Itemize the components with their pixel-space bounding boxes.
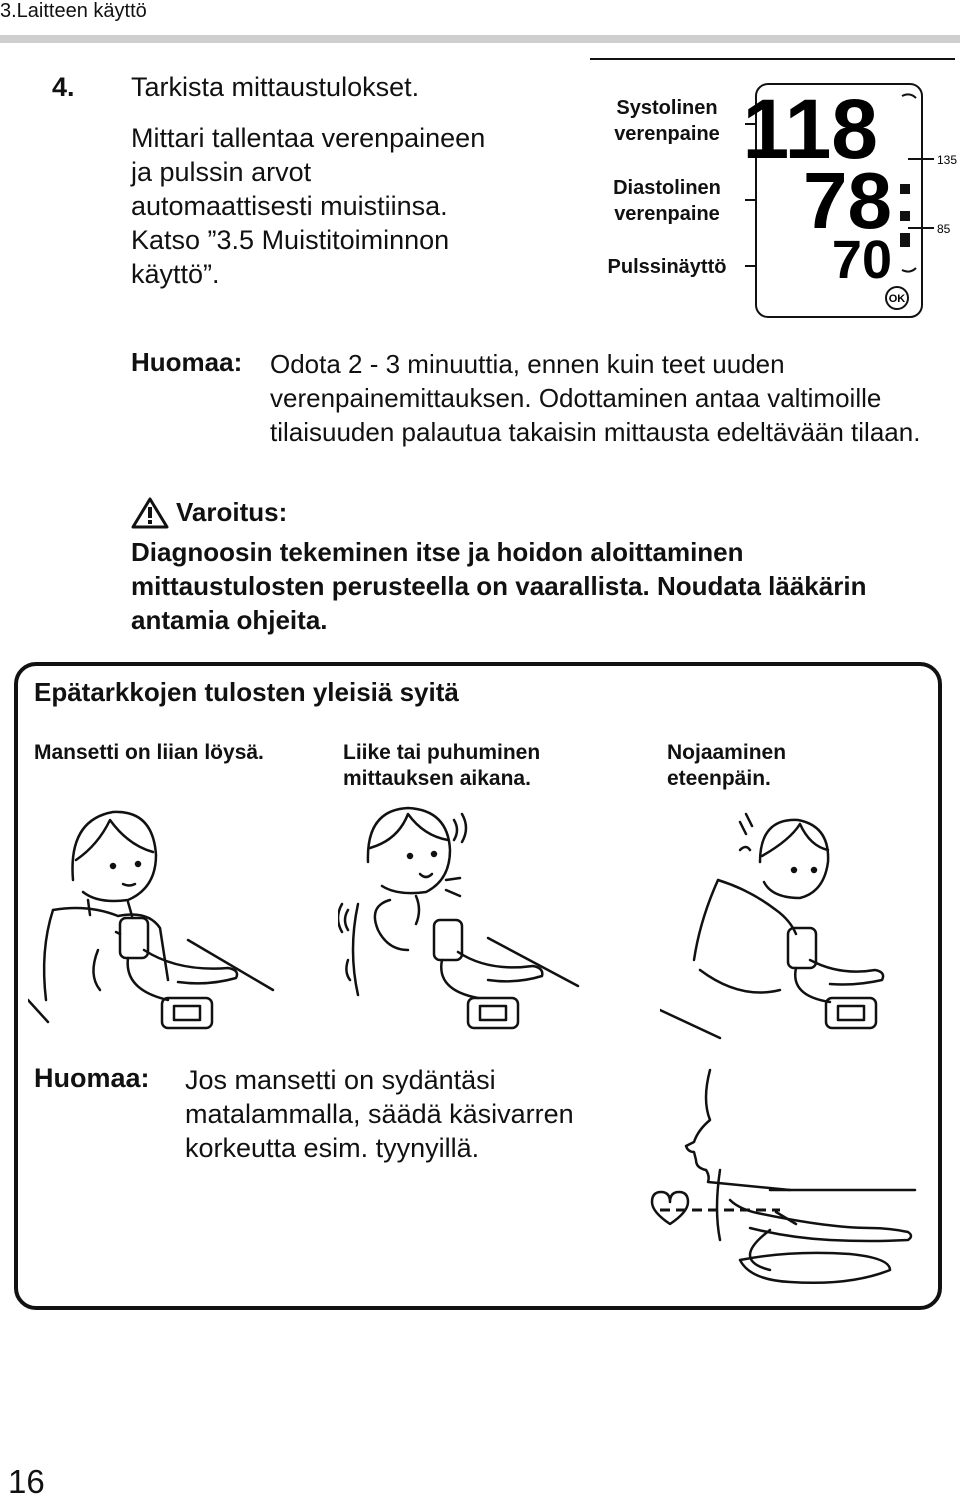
causes-box-title: Epätarkkojen tulosten yleisiä syitä bbox=[34, 677, 459, 707]
display-top-rule bbox=[590, 58, 955, 60]
box-note-label: Huomaa: bbox=[34, 1063, 150, 1093]
scale-bar bbox=[900, 233, 910, 247]
step-body: Mittari tallentaa verenpaineen ja pulssin arvot automaattisesti muistiinsa. Katso ”3.5 Muistitoiminnon käyttö”. bbox=[131, 123, 486, 289]
step-title: Tarkista mittaustulokset. bbox=[131, 72, 420, 102]
pulse-value: 70 bbox=[831, 230, 892, 290]
leaning-forward-illustration bbox=[660, 800, 935, 1040]
indicator-dot bbox=[900, 184, 910, 194]
pulse-label: Pulssinäyttö bbox=[607, 256, 727, 278]
header-rule bbox=[0, 35, 960, 43]
systolic-label: Systolinen verenpaine bbox=[614, 97, 720, 145]
cause-label: Nojaaminen eteenpäin. bbox=[667, 741, 787, 790]
step-number: 4. bbox=[52, 72, 75, 102]
section-header: 3.Laitteen käyttö bbox=[0, 0, 147, 22]
warning-icon bbox=[130, 496, 170, 530]
systolic-value: 118 bbox=[742, 82, 878, 176]
diastolic-value: 78 bbox=[803, 156, 892, 245]
note-label: Huomaa: bbox=[131, 347, 243, 377]
pillow-support-illustration bbox=[650, 1060, 930, 1295]
warning-text: Diagnoosin tekeminen itse ja hoidon aloittaminen mittaustulosten perusteella on vaarallista. Noudata lääkärin antamia ohjeita. bbox=[131, 537, 867, 635]
box-note-text: Jos mansetti on sydäntäsi matalammalla, säädä käsivarren korkeutta esim. tyynyillä. bbox=[185, 1065, 574, 1163]
indicator-dot bbox=[900, 211, 910, 221]
ok-mark: OK bbox=[888, 293, 906, 305]
cause-label: Mansetti on liian löysä. bbox=[34, 741, 264, 764]
scale-low-label: 85 bbox=[937, 222, 951, 236]
moving-talking-illustration bbox=[338, 800, 628, 1040]
loose-cuff-illustration bbox=[28, 800, 318, 1040]
cause-label: Liike tai puhuminen mittauksen aikana. bbox=[343, 741, 541, 790]
diastolic-label: Diastolinen verenpaine bbox=[613, 177, 721, 225]
page-number: 16 bbox=[8, 1463, 45, 1500]
scale-high-label: 135 bbox=[937, 153, 958, 167]
monitor-display bbox=[740, 78, 958, 323]
note-text: Odota 2 - 3 minuuttia, ennen kuin teet uuden verenpainemittauksen. Odottaminen antaa valtimoille tilaisuuden palautua takaisin mittausta edeltävään tilaan. bbox=[270, 349, 921, 447]
warning-label: Varoitus: bbox=[176, 497, 288, 527]
